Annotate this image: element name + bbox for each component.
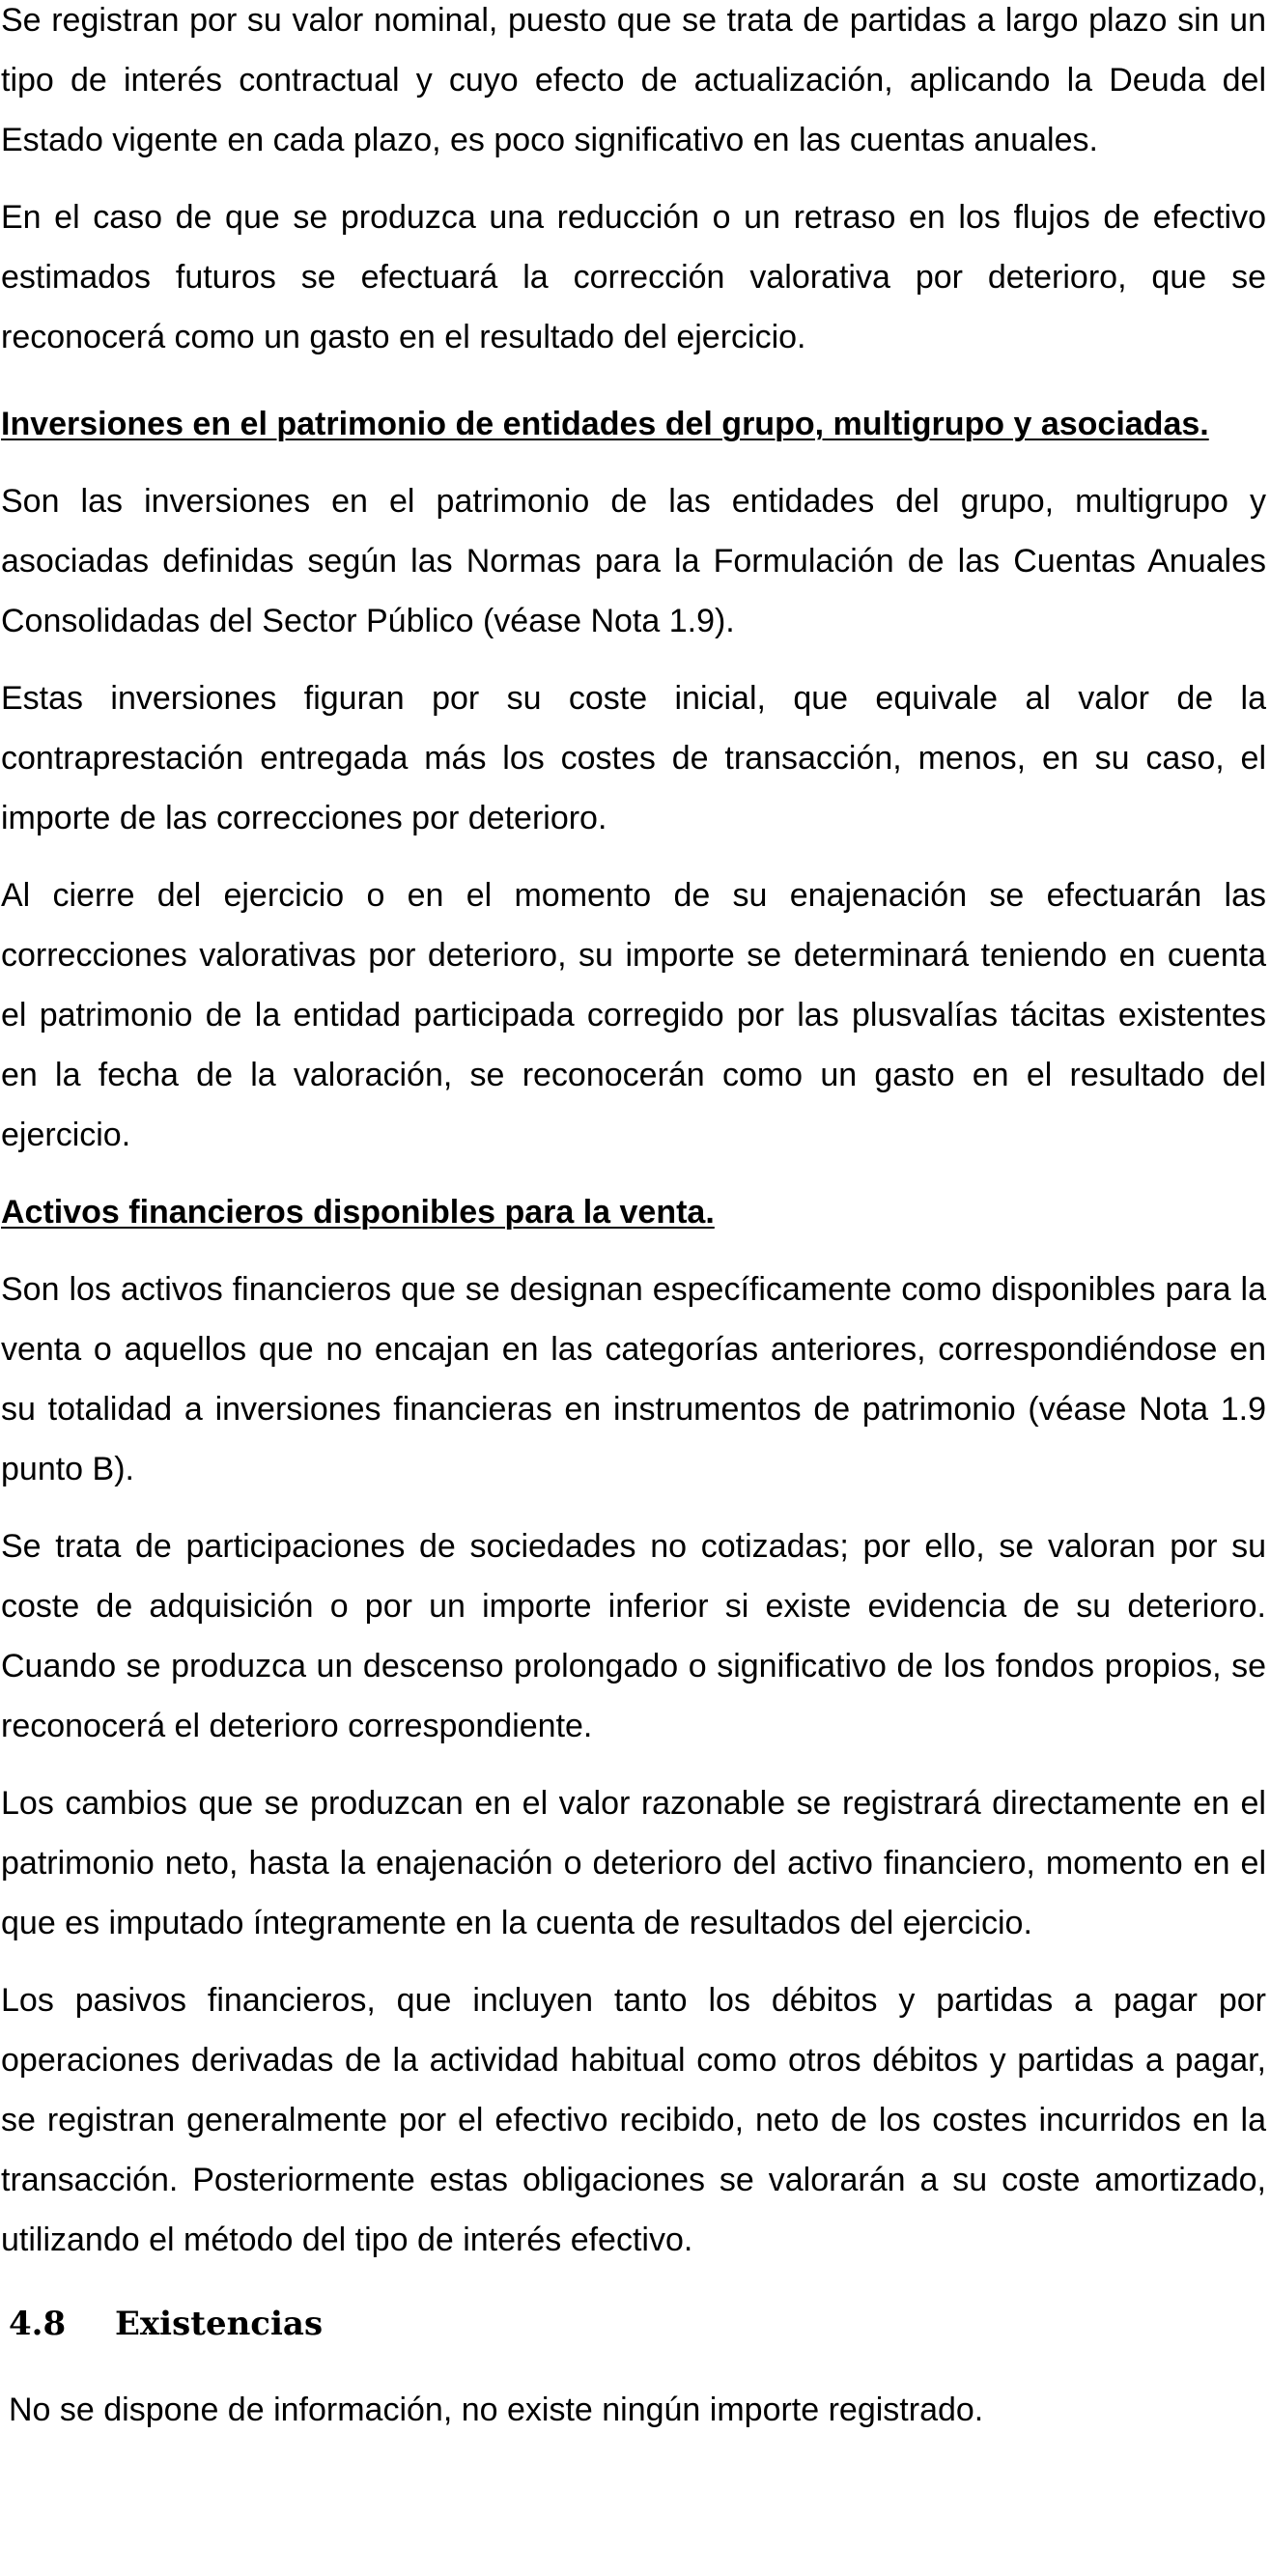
paragraph-coste-inicial: Estas inversiones figuran por su coste inicial, que equivale al valor de la contraprestación entregada más los costes de transacción, menos, en su caso, el importe de las correcciones por deterioro.	[1, 680, 1266, 836]
paragraph-participaciones: Se trata de participaciones de sociedades no cotizadas; por ello, se valoran por su coste de adquisición o por un importe inferior si existe evidencia de su deterioro. Cuando se produzca un descenso prolongado o significativo de los fondos propios, se reconocerá el deterioro correspondiente.	[1, 1528, 1266, 1744]
paragraph-activos-definicion: Son los activos financieros que se designan específicamente como disponibles para la venta o aquellos que no encajan en las categorías anteriores, correspondiéndose en su totalidad a inversiones financieras en instrumentos de patrimonio (véase Nota 1.9 punto B).	[1, 1271, 1266, 1487]
paragraph-inversiones-definicion: Son las inversiones en el patrimonio de las entidades del grupo, multigrupo y asociadas definidas según las Normas para la Formulación de las Cuentas Anuales Consolidadas del Sector Público (véase Nota 1.9).	[1, 483, 1266, 639]
paragraph-correccion-valorativa: En el caso de que se produzca una reducción o un retraso en los flujos de efectivo estimados futuros se efectuará la corrección valorativa por deterioro, que se reconocerá como un gasto en el resultado del ejercicio.	[1, 199, 1266, 355]
paragraph-sin-informacion: No se dispone de información, no existe ningún importe registrado.	[9, 2392, 984, 2428]
paragraph-cambios-valor: Los cambios que se produzcan en el valor razonable se registrará directamente en el patrimonio neto, hasta la enajenación o deterioro del activo financiero, momento en el que es imputado íntegramente en la cuenta de resultados del ejercicio.	[1, 1785, 1266, 1941]
heading-inversiones-patrimonio: Inversiones en el patrimonio de entidades del grupo, multigrupo y asociadas.	[1, 406, 1209, 442]
section-title: Existencias	[115, 2305, 324, 2343]
paragraph-valor-nominal: Se registran por su valor nominal, puesto que se trata de partidas a largo plazo sin un tipo de interés contractual y cuyo efecto de actualización, aplicando la Deuda del Estado vigente en cada plazo, es poco significativo en las cuentas anuales.	[1, 2, 1266, 158]
paragraph-pasivos-financieros: Los pasivos financieros, que incluyen tanto los débitos y partidas a pagar por operaciones derivadas de la actividad habitual como otros débitos y partidas a pagar, se registran generalmente por el efectivo recibido, neto de los costes incurridos en la transacción. Posteriormente estas obligaciones se valorarán a su coste amortizado, utilizando el método del tipo de interés efectivo.	[1, 1982, 1266, 2258]
heading-activos-disponibles: Activos financieros disponibles para la venta.	[1, 1194, 715, 1231]
paragraph-cierre-ejercicio: Al cierre del ejercicio o en el momento de su enajenación se efectuarán las correcciones valorativas por deterioro, su importe se determinará teniendo en cuenta el patrimonio de la entidad participada corregido por las plusvalías tácitas existentes en la fecha de la valoración, se reconocerán como un gasto en el resultado del ejercicio.	[1, 877, 1266, 1153]
section-heading-existencias	[9, 2295, 1266, 2353]
section-number: 4.8	[9, 2305, 67, 2343]
